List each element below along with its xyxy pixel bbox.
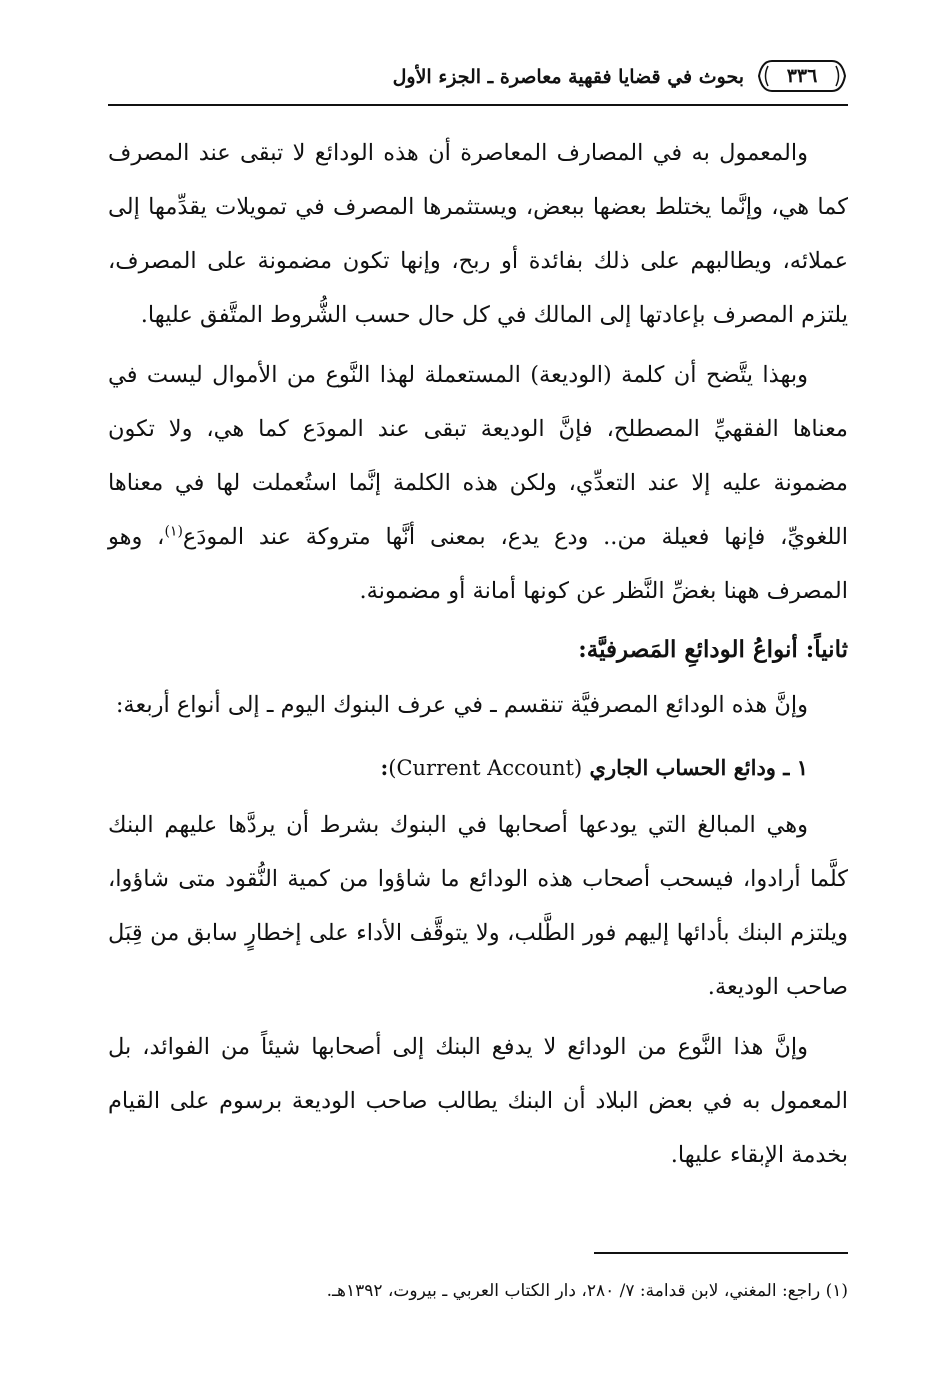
- page-number-badge: [756, 58, 848, 94]
- subsection-heading-english: (Current Account): [388, 756, 583, 780]
- running-title: بحوث في قضايا فقهية معاصرة ـ الجزء الأول: [392, 66, 744, 88]
- section-heading: ثانياً: أنواعُ الودائعِ المَصرفيَّة:: [578, 636, 848, 663]
- paragraph-5: وإنَّ هذا النَّوع من الودائع لا يدفع البنك إلى أصحابها شيئاً من الفوائد، بل المعمول به في بعض البلاد أن البنك يطالب صاحب الوديعة برسوم على القيام بخدمة الإبقاء عليها.: [108, 1034, 848, 1168]
- footnote-rule: [594, 1252, 848, 1254]
- paragraph-2-text-b: ، وهو المصرف ههنا بغضِّ النَّظر عن كونها أمانة أو مضمونة.: [108, 524, 848, 604]
- footnote: (١) راجع: المغني، لابن قدامة: ٧/ ٢٨٠، دار الكتاب العربي ـ بيروت، ١٣٩٢هـ.: [326, 1281, 848, 1301]
- page-header: [108, 56, 848, 100]
- paragraph-2-text-a: وبهذا يتَّضح أن كلمة (الوديعة) المستعملة لهذا النَّوع من الأموال ليست في معناها الفقهيِّ المصطلح، فإنَّ الوديعة تبقى عند المودَع كما هي، ولا تكون مضمونة عليه إلا عند التعدِّي، ولكن هذه الكلمة إنَّما استُعملت لها في معناها اللغويِّ، فإنها فعيلة من.. ودع يدع، بمعنى أنَّها متروكة عند المودَع: [108, 362, 848, 550]
- subsection-heading: [108, 738, 848, 798]
- main-text: [108, 126, 848, 1188]
- header-rule: [108, 104, 848, 106]
- footnote-reference[interactable]: (١): [164, 523, 183, 540]
- subsection-heading-arabic: ١ ـ ودائع الحساب الجاري: [589, 755, 808, 780]
- paragraph-3: وإنَّ هذه الودائع المصرفيَّة تنقسم ـ في عرف البنوك اليوم ـ إلى أنواع أربعة:: [115, 692, 808, 718]
- paragraph-2: [108, 348, 848, 618]
- subsection-heading-colon: :: [380, 755, 389, 780]
- paragraph-4: وهي المبالغ التي يودعها أصحابها في البنوك بشرط أن يردَّها عليهم البنك كلَّما أرادوا، فيسحب أصحاب هذه الودائع ما شاؤوا من كمية النُّقود متى شاؤوا، ويلتزم البنك بأدائها إليهم فور الطَّلب، ولا يتوقَّف الأداء على إخطارٍ سابق من قِبَل صاحب الوديعة.: [108, 812, 848, 1000]
- page-number: ٣٣٦: [786, 65, 818, 87]
- paragraph-1: والمعمول به في المصارف المعاصرة أن هذه الودائع لا تبقى عند المصرف كما هي، وإنَّما يختلط بعضها ببعض، ويستثمرها المصرف في تمويلات يقدِّمها إلى عملائه، ويطالبهم على ذلك بفائدة أو ربح، وإنها تكون مضمونة على المصرف، يلتزم المصرف بإعادتها إلى المالك في كل حال حسب الشُّروط المتَّفق عليها.: [108, 140, 848, 328]
